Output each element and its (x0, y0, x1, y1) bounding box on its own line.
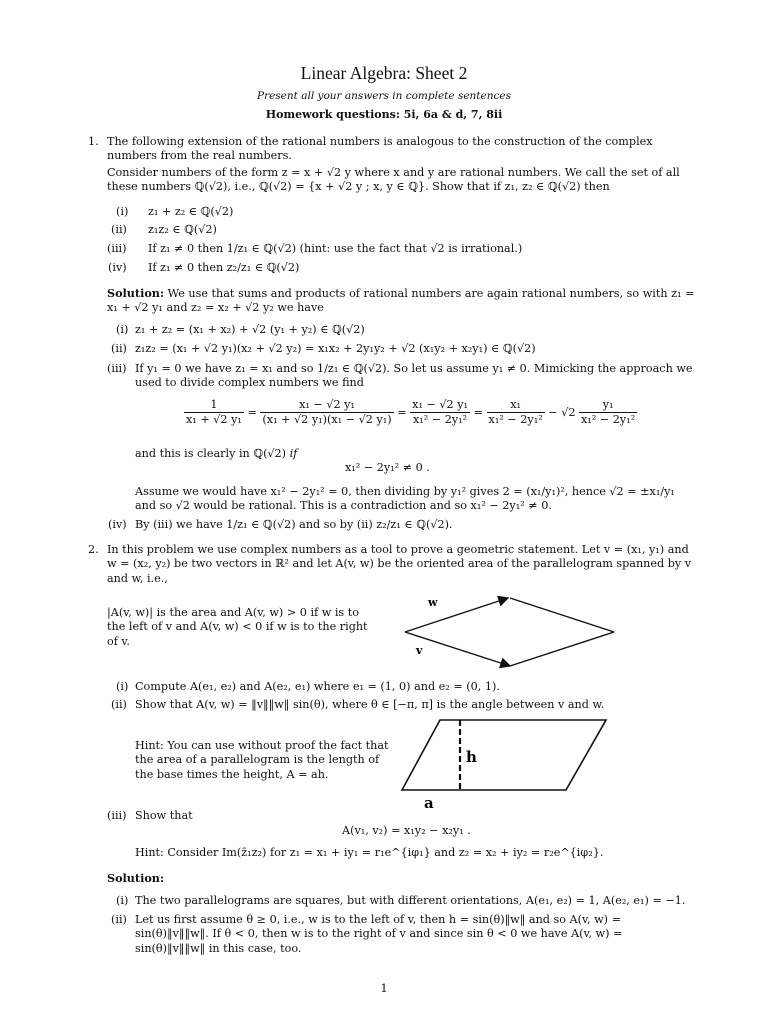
frac-5: $\frac{\text{y₁}}{\text{x₁² − 2y₁²}}$ (581, 398, 636, 427)
q1-assume: Assume we would have x₁² − 2y₁² = 0, then dividing by y₁² gives 2 = (x₁/y₁)², hence √2 = ±x₁/y₁ and so √2 would be rational. This is a contradiction and so x₁² − 2y₁² ≠ 0. (135, 485, 675, 513)
frac-4: $\frac{\text{x₁}}{\text{x₁² − 2y₁²}}$ (488, 398, 543, 427)
q2-hint2: Hint: Consider Im(z̄₁z₂) for z₁ = x₁ + iy₁ = r₁e^{iφ₁} and z₂ = x₂ + iy₂ = r₂e^{iφ₂}. (135, 846, 604, 859)
q1-part-iii: If z₁ ≠ 0 then 1/z₁ ∈ ℚ(√2) (hint: use the fact that √2 is irrational.) (148, 242, 523, 255)
frac-3: $\frac{\text{x₁ − √2 y₁}}{\text{x₁² − 2y₁²}}$ (412, 398, 469, 427)
page-title: Linear Algebra: Sheet 2 (300, 63, 468, 83)
q1-sol-iv-label: (iv) (108, 518, 127, 531)
frac-2: $\frac{\text{x₁ − √2 y₁}}{\text{(x₁ + √2 y₁)(x₁ − √2 y₁)}}$ (262, 398, 392, 427)
q2-hint1: Hint: You can use without proof the fact that the area of a parallelogram is the length of the base times the height, A = ah. (135, 739, 389, 781)
q2-part-i: Compute A(e₁, e₂) and A(e₂, e₁) where e₁ = (1, 0) and e₂ = (0, 1). (135, 680, 500, 693)
fig2-label-h: h (466, 748, 477, 766)
q2-part-i-label: (i) (116, 680, 129, 693)
q1-intro: The following extension of the rational numbers is analogous to the construction of the complex numbers from the real numbers. (107, 135, 653, 163)
q2-number: 2. (88, 543, 99, 556)
parallelogram-figure-base-height (396, 716, 616, 816)
q1-solution-intro: We use that sums and products of rational numbers are again rational numbers, so with z₁ = x₁ + √2 y₁ and z₂ = x₂ + √2 y₂ we have (107, 287, 695, 315)
q1-sol-iv: By (iii) we have 1/z₁ ∈ ℚ(√2) and so by (ii) z₂/z₁ ∈ ℚ(√2). (135, 518, 453, 531)
frac-1: $\frac{1}{\text{x₁ + √2 y₁}}$ (186, 398, 242, 427)
q1-sol-ii-label: (ii) (111, 342, 127, 355)
q1-clearly: and this is clearly in ℚ(√2) if (135, 447, 298, 460)
q2-part-iii: Show that (135, 809, 193, 822)
q1-solution-label: Solution: (107, 286, 165, 300)
q2-part-ii: Show that A(v, w) = ‖v‖‖w‖ sin(θ), where θ ∈ [−π, π] is the angle between v and w. (135, 698, 605, 711)
page-number: 1 (380, 982, 388, 995)
q1-part-iii-label: (iii) (107, 242, 127, 255)
fig2-label-a: a (424, 794, 434, 812)
q2-iii-equation: A(v₁, v₂) = x₁y₂ − x₂y₁ . (342, 824, 471, 837)
q1-sol-iii-label: (iii) (107, 362, 127, 375)
q2-part-ii-label: (ii) (111, 698, 127, 711)
q1-part-i-label: (i) (116, 205, 129, 218)
q2-sol-i: The two parallelograms are squares, but with different orientations, A(e₁, e₂) = 1, A(e₂, e₁) = −1. (135, 894, 686, 907)
q1-part-i: z₁ + z₂ ∈ ℚ(√2) (148, 205, 234, 218)
q2-intro: In this problem we use complex numbers as a tool to prove a geometric statement. Let v = (x₁, y₁) and w = (x₂, y₂) be two vectors in ℝ² and let A(v, w) be the oriented area of the parallelogram spanned by v and w, i.e., (107, 543, 692, 585)
vector-w-arrow (405, 598, 508, 632)
q1-number: 1. (88, 135, 99, 148)
fig1-label-w: w (428, 596, 438, 609)
q2-solution-label: Solution: (107, 871, 165, 885)
page-subtitle: Present all your answers in complete sentences (257, 90, 511, 102)
parallelogram-figure-vectors (400, 590, 620, 670)
q1-solution (107, 286, 695, 316)
q2-sol-ii-label: (ii) (111, 913, 127, 926)
q1-part-ii: z₁z₂ ∈ ℚ(√2) (148, 223, 217, 236)
fig1-label-v: v (416, 644, 423, 657)
q2-area-text: |A(v, w)| is the area and A(v, w) > 0 if w is to the left of v and A(v, w) < 0 if w is to the right of v. (107, 606, 368, 648)
q2-sol-i-label: (i) (116, 894, 129, 907)
frac-minus: − √2 (548, 405, 576, 419)
q1-sol-iii: If y₁ = 0 we have z₁ = x₁ and so 1/z₁ ∈ ℚ(√2). So let us assume y₁ ≠ 0. Mimicking the approach we used to divide complex numbers we find (135, 362, 693, 390)
q1-consider: Consider numbers of the form z = x + √2 y where x and y are rational numbers. We call the set of all these numbers ℚ(√2), i.e., ℚ(√2) = {x + √2 y ; x, y ∈ ℚ}. Show that if z₁, z₂ ∈ ℚ(√2) then (107, 166, 680, 194)
q1-fraction-equation: $\frac{1}{\text{x₁ + √2 y₁}}$ = $\frac{\text{x₁ − √2 y₁}}{\text{(x₁ + √2 y₁)(x₁ − √2 y₁)}}$ = $\frac{\text{x₁ − √2 y₁}}{\text{x₁² − 2y₁²}}$ = $\frac{\text{x₁}}{\text{x₁² − 2y₁²}}$ − √2 $\frac{\text{y₁}}{\text{x₁² − 2y₁²}}$ (186, 398, 636, 427)
q1-sol-i-label: (i) (116, 323, 129, 336)
q1-part-ii-label: (ii) (111, 223, 127, 236)
q2-part-iii-label: (iii) (107, 809, 127, 822)
q1-part-iv-label: (iv) (108, 261, 127, 274)
q1-part-iv: If z₁ ≠ 0 then z₂/z₁ ∈ ℚ(√2) (148, 261, 300, 274)
homework-line: Homework questions: 5i, 6a & d, 7, 8ii (265, 108, 503, 121)
q1-sol-ii: z₁z₂ = (x₁ + √2 y₁)(x₂ + √2 y₂) = x₁x₂ + 2y₁y₂ + √2 (x₁y₂ + x₂y₁) ∈ ℚ(√2) (135, 342, 536, 355)
q1-sol-i: z₁ + z₂ = (x₁ + x₂) + √2 (y₁ + y₂) ∈ ℚ(√2) (135, 323, 365, 336)
q1-condition: x₁² − 2y₁² ≠ 0 . (345, 461, 430, 474)
q2-sol-ii: Let us first assume θ ≥ 0, i.e., w is to the left of v, then h = sin(θ)‖w‖ and so A(v, w) = sin(θ)‖v‖‖w‖. If θ < 0, then w is to the right of v and since sin θ < 0 we have A(v, w) = sin(θ)‖v‖‖w‖ in this case, too. (135, 913, 623, 955)
